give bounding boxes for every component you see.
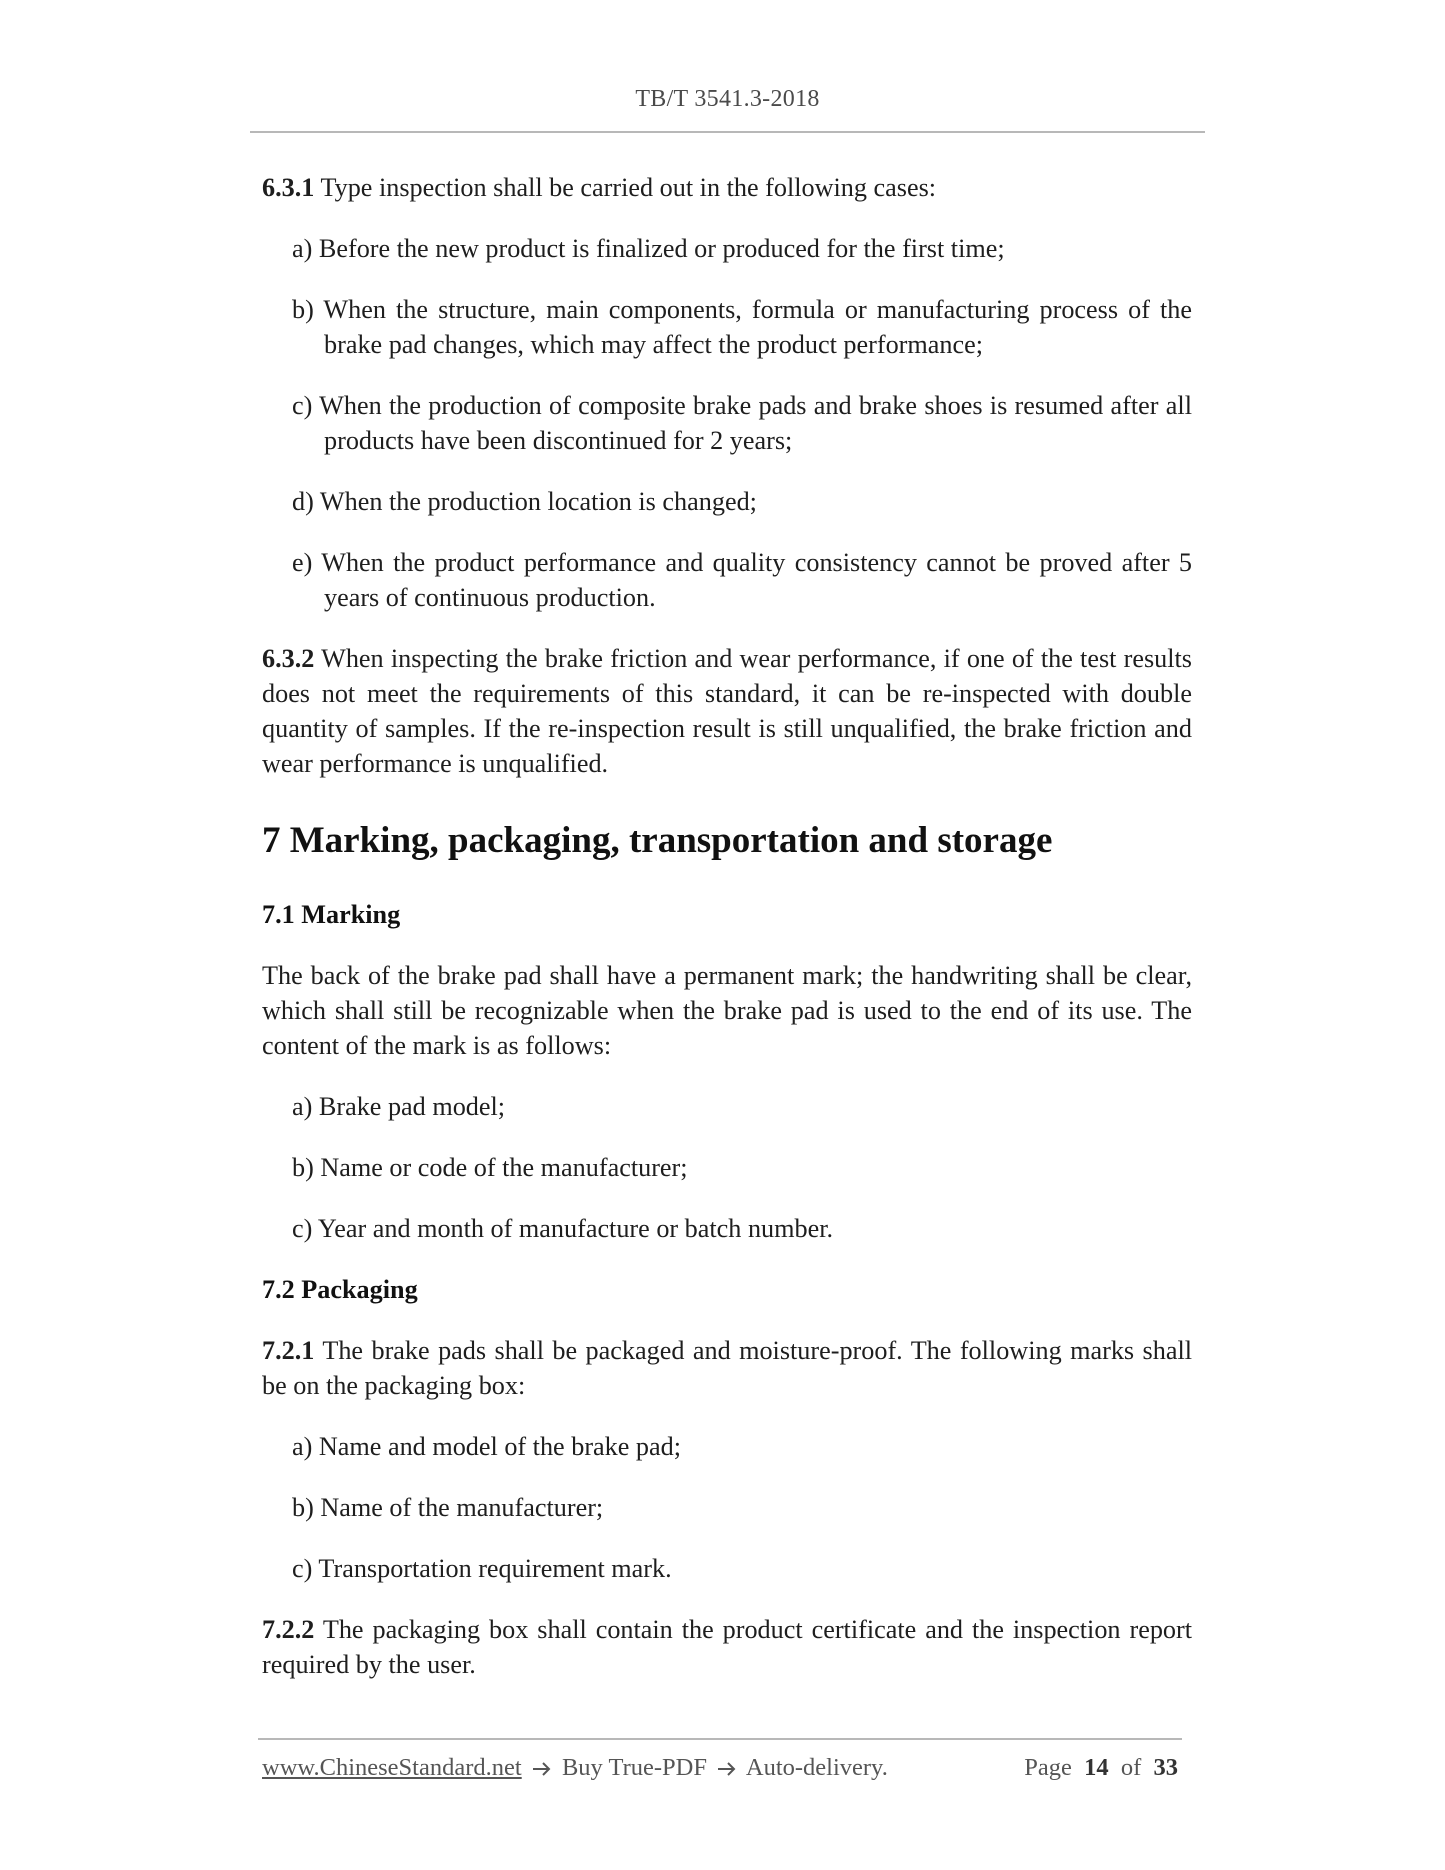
list-item: a) Brake pad model;: [292, 1092, 506, 1121]
clause-7-2-2: [262, 1612, 1192, 1682]
total-pages: 33: [1153, 1754, 1178, 1781]
document-id-header: TB/T 3541.3-2018: [635, 86, 820, 112]
arrow-right-icon: [532, 1761, 552, 1777]
marking-paragraph: The back of the brake pad shall have a permanent mark; the handwriting shall be clear, which shall still be recognizable when the brake pad is used to the end of its use. The content of the mark is as follows:: [262, 961, 1192, 1060]
list-item: c) Year and month of manufacture or batch number.: [292, 1214, 834, 1243]
arrow-right-icon: [717, 1761, 737, 1777]
list-item: c) When the production of composite brake pads and brake shoes is resumed after all products have been discontinued for 2 years;: [292, 391, 1192, 455]
page-number: [1024, 1754, 1178, 1782]
clause-text: When inspecting the brake friction and wear performance, if one of the test results does not meet the requirements of this standard, it can be re-inspected with double quantity of samples. If the re-inspection result is still unqualified, the brake friction and wear performance is unqualified.: [262, 644, 1192, 778]
list-item: a) Before the new product is finalized or produced for the first time;: [292, 234, 1005, 263]
auto-delivery-text: Auto-delivery.: [745, 1754, 888, 1781]
section-7-1-heading: 7.1 Marking: [262, 900, 401, 929]
of-label: of: [1120, 1754, 1142, 1781]
clause-number: 7.2.1: [262, 1336, 315, 1365]
clause-6-3-2: [262, 641, 1192, 781]
list-item: b) When the structure, main components, formula or manufacturing process of the brake pad changes, which may affect the product performance;: [292, 295, 1192, 359]
page-label: Page: [1024, 1754, 1072, 1781]
list-item: e) When the product performance and quality consistency cannot be proved after 5 years of continuous production.: [292, 548, 1192, 612]
list-item: a) Name and model of the brake pad;: [292, 1432, 682, 1461]
list-item: b) Name of the manufacturer;: [292, 1493, 604, 1522]
header-divider: [250, 131, 1205, 133]
section-7-heading: 7 Marking, packaging, transportation and storage: [262, 820, 1053, 861]
list-item: c) Transportation requirement mark.: [292, 1554, 672, 1583]
buy-pdf-text: Buy True-PDF: [561, 1754, 707, 1781]
clause-text: The brake pads shall be packaged and moisture-proof. The following marks shall be on the packaging box:: [262, 1336, 1192, 1400]
clause-number: 6.3.1: [262, 173, 315, 202]
section-7-2-heading: 7.2 Packaging: [262, 1275, 418, 1304]
list-item: b) Name or code of the manufacturer;: [292, 1153, 688, 1182]
clause-number: 6.3.2: [262, 644, 315, 673]
clause-6-3-1: [262, 170, 1192, 205]
clause-number: 7.2.2: [262, 1615, 315, 1644]
page-body: [262, 170, 1192, 1708]
page-footer: [262, 1754, 1182, 1782]
website-link[interactable]: www.ChineseStandard.net: [262, 1754, 522, 1781]
footer-divider: [258, 1738, 1182, 1740]
clause-7-2-1: [262, 1333, 1192, 1403]
clause-text: Type inspection shall be carried out in the following cases:: [314, 173, 937, 202]
list-item: d) When the production location is changed;: [292, 487, 757, 516]
current-page: 14: [1084, 1754, 1109, 1781]
clause-text: The packaging box shall contain the product certificate and the inspection report required by the user.: [262, 1615, 1192, 1679]
